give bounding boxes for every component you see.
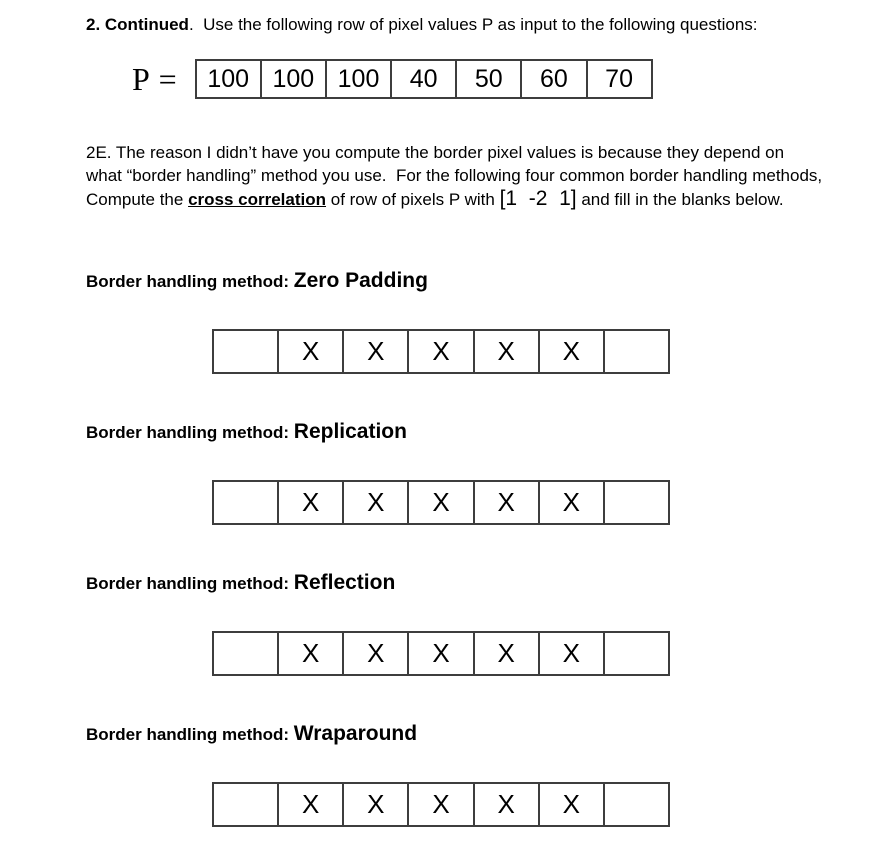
- answer-table-zero-padding: [212, 329, 670, 374]
- answer-x-cell: X: [408, 632, 473, 675]
- answer-table-wraparound: [212, 782, 670, 827]
- answer-x-cell: X: [278, 330, 343, 373]
- pixel-value-cell: 40: [391, 60, 456, 98]
- answer-x-cell: X: [539, 330, 604, 373]
- pixel-value-cell: 50: [456, 60, 521, 98]
- cross-correlation-emphasis: cross correlation: [188, 190, 327, 209]
- pixel-values-row: [196, 60, 652, 98]
- section-reflection: [86, 570, 832, 676]
- answer-x-cell: X: [474, 481, 539, 524]
- section-wraparound: [86, 721, 832, 827]
- answer-blank-cell: [213, 783, 278, 826]
- section-replication: [86, 419, 832, 525]
- answer-table-reflection: [212, 631, 670, 676]
- section-zero-padding: [86, 268, 832, 374]
- question-part2: of row of pixels P with: [326, 190, 500, 209]
- answer-x-cell: X: [278, 783, 343, 826]
- method-name-zero-padding: Zero Padding: [293, 269, 428, 292]
- pixel-row-definition: [86, 59, 832, 99]
- border-method-label: Border handling method:: [86, 423, 290, 442]
- method-name-reflection: Reflection: [293, 571, 396, 594]
- pixel-value-cell: 100: [326, 60, 391, 98]
- section-heading: [86, 570, 832, 597]
- border-method-label: Border handling method:: [86, 272, 290, 291]
- pixel-value-cell: 100: [196, 60, 261, 98]
- border-method-label: Border handling method:: [86, 574, 290, 593]
- answer-table-replication: [212, 480, 670, 525]
- border-method-label: Border handling method:: [86, 725, 290, 744]
- answer-row: [213, 783, 669, 826]
- section-heading: [86, 419, 832, 446]
- answer-x-cell: X: [278, 481, 343, 524]
- method-name-replication: Replication: [293, 420, 407, 443]
- answer-blank-cell: [604, 632, 669, 675]
- answer-x-cell: X: [343, 330, 408, 373]
- answer-x-cell: X: [474, 632, 539, 675]
- method-name-wraparound: Wraparound: [293, 722, 418, 745]
- intro-rest-text: . Use the following row of pixel values P as input to the following questions:: [188, 15, 758, 34]
- answer-x-cell: X: [539, 783, 604, 826]
- answer-row: [213, 632, 669, 675]
- answer-row: [213, 481, 669, 524]
- answer-x-cell: X: [474, 330, 539, 373]
- pixel-value-cell: 100: [261, 60, 326, 98]
- question-2e-text: [86, 141, 827, 211]
- answer-x-cell: X: [408, 330, 473, 373]
- section-heading: [86, 268, 832, 295]
- question-part1: 2E. The reason I didn’t have you compute the border pixel values is because they depend on what “border handling” method you use. For the following four common border handling methods, Compute the: [86, 143, 827, 209]
- answer-x-cell: X: [474, 783, 539, 826]
- answer-blank-cell: [213, 632, 278, 675]
- p-equals-label: P =: [132, 60, 178, 97]
- section-heading: [86, 721, 832, 748]
- answer-x-cell: X: [539, 632, 604, 675]
- pixel-value-cell: 70: [587, 60, 652, 98]
- answer-row: [213, 330, 669, 373]
- answer-x-cell: X: [408, 783, 473, 826]
- pixel-value-cell: 60: [521, 60, 586, 98]
- intro-bold-text: 2. Continued: [86, 15, 189, 34]
- answer-x-cell: X: [408, 481, 473, 524]
- answer-blank-cell: [604, 330, 669, 373]
- answer-x-cell: X: [539, 481, 604, 524]
- answer-x-cell: X: [343, 481, 408, 524]
- answer-blank-cell: [604, 481, 669, 524]
- question-intro: [86, 14, 832, 36]
- answer-blank-cell: [213, 481, 278, 524]
- pixel-values-table: [195, 59, 653, 99]
- answer-blank-cell: [213, 330, 278, 373]
- answer-blank-cell: [604, 783, 669, 826]
- kernel-notation: [1 -2 1]: [499, 187, 577, 210]
- answer-x-cell: X: [343, 632, 408, 675]
- question-part3: and fill in the blanks below.: [576, 190, 784, 209]
- answer-x-cell: X: [278, 632, 343, 675]
- answer-x-cell: X: [343, 783, 408, 826]
